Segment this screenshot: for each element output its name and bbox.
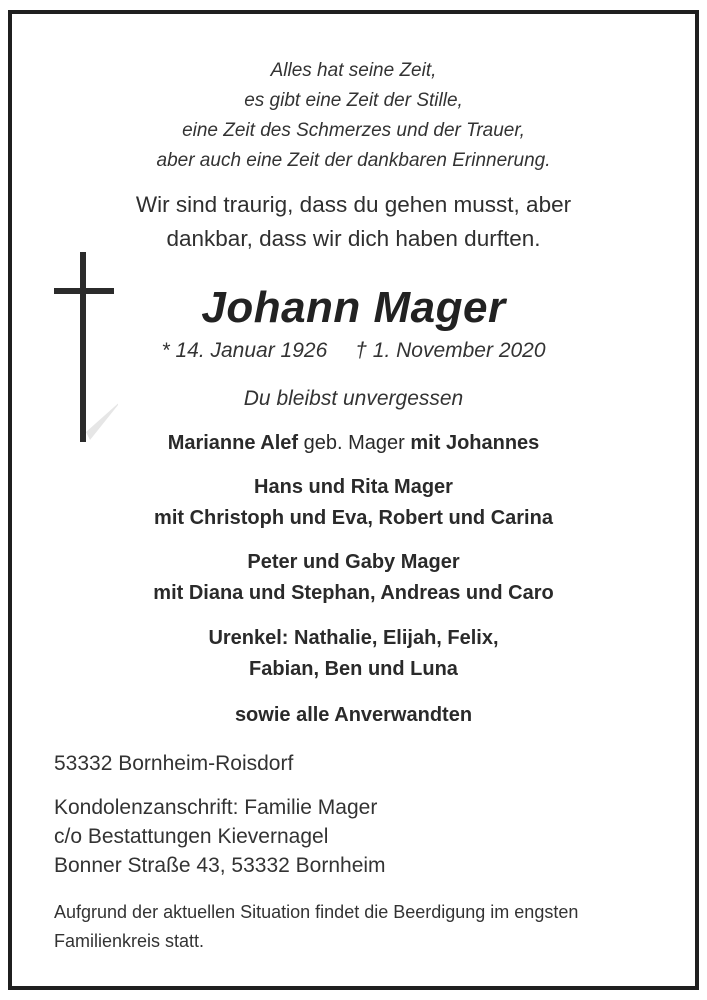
address-line: c/o Bestattungen Kievernagel [54, 825, 329, 848]
intro-line: dankbar, dass wir dich haben durften. [166, 226, 541, 251]
mourner-line [0, 428, 707, 459]
closing-line: sowie alle Anverwandten [234, 704, 473, 726]
poem-line: aber auch eine Zeit der dankbaren Erinnerung. [156, 150, 551, 171]
mourner-line: mit Diana und Stephan, Andreas und Caro [153, 582, 554, 604]
poem-line: Alles hat seine Zeit, [270, 60, 437, 81]
intro-text [0, 188, 707, 256]
mourner-group [0, 472, 707, 534]
birth-date: * 14. Januar 1926 [161, 339, 328, 362]
maiden-name: geb. Mager [298, 432, 411, 454]
address-line: Bonner Straße 43, 53332 Bornheim [54, 854, 386, 877]
poem-line: es gibt eine Zeit der Stille, [244, 90, 463, 111]
mourner-line: mit Christoph und Eva, Robert und Carina [154, 507, 553, 529]
mourner-line: Fabian, Ben und Luna [249, 658, 458, 680]
funeral-note: Aufgrund der aktuellen Situation findet die Beerdigung im engsten Familienkreis statt. [54, 902, 579, 951]
condolence-address [54, 793, 386, 880]
address-line: Kondolenzanschrift: Familie Mager [54, 796, 378, 819]
poem [0, 56, 707, 176]
mourner-name: Marianne Alef [167, 432, 299, 454]
mourner-group [0, 623, 707, 685]
poem-line: eine Zeit des Schmerzes und der Trauer, [182, 120, 525, 141]
mourner-line: Hans und Rita Mager [254, 476, 453, 498]
mourner-companion: mit Johannes [410, 432, 540, 454]
death-date: † 1. November 2020 [355, 339, 546, 362]
deceased-name: Johann Mager [201, 283, 506, 332]
intro-line: Wir sind traurig, dass du gehen musst, aber [135, 192, 572, 217]
mourner-line: Peter und Gaby Mager [247, 551, 460, 573]
life-dates [0, 336, 707, 366]
motto: Du bleibst unvergessen [243, 387, 464, 410]
place: 53332 Bornheim-Roisdorf [54, 752, 294, 775]
mourner-line: Urenkel: Nathalie, Elijah, Felix, [208, 627, 499, 649]
mourner-group [0, 547, 707, 609]
